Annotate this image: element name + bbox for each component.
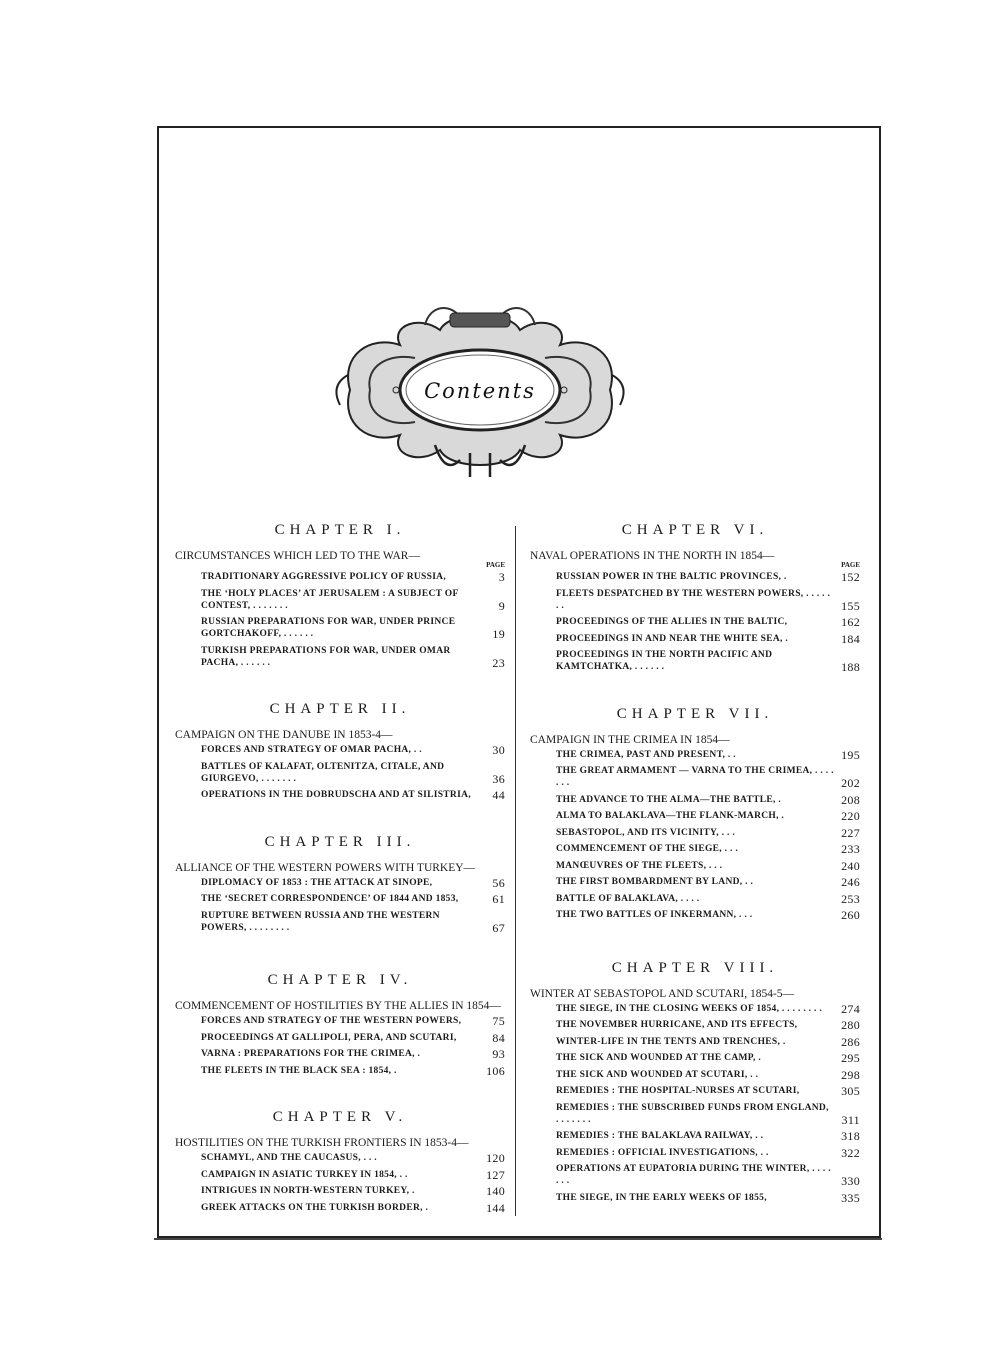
toc-entry-page-number: 208 (841, 792, 860, 807)
toc-entry-page-number: 120 (486, 1151, 505, 1165)
toc-entry[interactable] (530, 571, 860, 583)
toc-entry[interactable] (175, 571, 505, 583)
toc-entry-text: CAMPAIGN IN ASIATIC TURKEY IN 1854, . . (201, 1169, 408, 1180)
toc-entry-text: VARNA : PREPARATIONS FOR THE CRIMEA, . (201, 1049, 421, 1059)
toc-entry-page-number: 36 (492, 771, 505, 786)
toc-entry[interactable] (530, 1130, 860, 1142)
toc-entry[interactable] (530, 1163, 860, 1187)
toc-entry-page-number: 227 (841, 825, 860, 840)
toc-entry[interactable] (530, 860, 860, 872)
toc-entry[interactable] (175, 1015, 505, 1027)
toc-entry[interactable] (530, 794, 860, 806)
toc-entry[interactable] (175, 1202, 505, 1214)
toc-entry-text: SCHAMYL, AND THE CAUCASUS, . . . (201, 1153, 377, 1163)
page-border-bottom-rule (154, 1238, 882, 1240)
chapter-heading: CHAPTER I. (274, 522, 406, 538)
toc-entry[interactable] (530, 616, 860, 628)
toc-entry-page-number: 202 (841, 776, 860, 790)
toc-entry-text: THE FIRST BOMBARDMENT BY LAND, . . (556, 877, 754, 887)
toc-entry-text: THE GREAT ARMAMENT — VARNA TO THE CRIMEA, . . . . . . . (556, 766, 834, 788)
toc-entry-page-number: 298 (841, 1067, 860, 1082)
toc-entry-text: PROCEEDINGS AT GALLIPOLI, PERA, AND SCUTARI, (201, 1032, 457, 1043)
toc-entry[interactable] (175, 744, 505, 756)
toc-entry-page-number: 140 (486, 1184, 505, 1198)
toc-entry-text: MANŒUVRES OF THE FLEETS, . . . (556, 860, 723, 871)
toc-entry-text: THE CRIMEA, PAST AND PRESENT, . . (556, 749, 736, 760)
toc-entry-text: FLEETS DESPATCHED BY THE WESTERN POWERS, . . . . . . . (556, 588, 831, 611)
toc-entry-text: THE SICK AND WOUNDED AT THE CAMP, . (556, 1053, 762, 1063)
contents-cartouche-ornament (330, 295, 630, 480)
chapter-spacer (175, 806, 505, 834)
toc-entry-text: WINTER-LIFE IN THE TENTS AND TRENCHES, . (556, 1036, 786, 1047)
toc-entry-list (530, 749, 860, 922)
column-divider (515, 526, 516, 1216)
toc-entry-page-number: 322 (841, 1145, 860, 1160)
toc-entry-page-number: 295 (841, 1051, 860, 1065)
toc-entry-page-number: 260 (841, 908, 860, 922)
toc-entry[interactable] (175, 1185, 505, 1197)
chapter-spacer (175, 938, 505, 972)
toc-entry-text: THE ‘HOLY PLACES’ AT JERUSALEM : A SUBJECT OF CONTEST, . . . . . . . (201, 588, 459, 611)
chapter-heading: CHAPTER VII. (616, 705, 774, 722)
chapter-heading: CHAPTER IV. (267, 972, 413, 988)
chapter-section (530, 706, 860, 922)
toc-entry[interactable] (175, 1152, 505, 1164)
toc-entry[interactable] (530, 810, 860, 822)
toc-entry-page-number: 61 (492, 892, 505, 906)
toc-entry-text: REMEDIES : THE HOSPITAL-NURSES AT SCUTARI, (556, 1086, 800, 1096)
toc-entry-page-number: 127 (486, 1167, 505, 1182)
chapter-section (530, 522, 860, 673)
toc-entry-page-number: 330 (841, 1174, 860, 1188)
chapter-section (530, 960, 860, 1204)
toc-entry-text: INTRIGUES IN NORTH-WESTERN TURKEY, . (201, 1186, 415, 1196)
toc-entry[interactable] (175, 1048, 505, 1060)
toc-entry-list (175, 571, 505, 669)
chapter-section (175, 701, 505, 801)
toc-entry-page-number: 286 (841, 1034, 860, 1049)
toc-entry-text: THE SIEGE, IN THE CLOSING WEEKS OF 1854, . . . . . . . . (556, 1003, 823, 1014)
toc-entry-list (175, 1152, 505, 1214)
toc-entry[interactable] (175, 893, 505, 905)
toc-entry[interactable] (175, 1032, 505, 1044)
toc-entry-page-number: 220 (841, 809, 860, 823)
toc-entry-page-number: 311 (841, 1112, 860, 1127)
toc-left-column (175, 522, 505, 1218)
toc-entry-list (530, 571, 860, 673)
toc-entry[interactable] (530, 1036, 860, 1048)
toc-entry-page-number: 318 (841, 1129, 860, 1143)
chapter-spacer (175, 673, 505, 701)
toc-entry-text: FORCES AND STRATEGY OF OMAR PACHA, . . (201, 745, 422, 755)
toc-entry-page-number: 233 (841, 842, 860, 856)
chapter-title: CAMPAIGN ON THE DANUBE IN 1853-4— (175, 729, 393, 741)
toc-entry[interactable] (175, 761, 505, 785)
chapter-section (175, 972, 505, 1077)
toc-entry-page-number: 184 (841, 631, 860, 646)
toc-entry-page-number: 305 (841, 1084, 860, 1098)
toc-entry[interactable] (530, 765, 860, 789)
toc-entry[interactable] (530, 1085, 860, 1097)
chapter-section (175, 834, 505, 934)
toc-entry-text: THE SIEGE, IN THE EARLY WEEKS OF 1855, (556, 1192, 767, 1203)
toc-entry-page-number: 3 (498, 570, 505, 584)
chapter-heading: CHAPTER II. (269, 701, 411, 717)
chapter-title: ALLIANCE OF THE WESTERN POWERS WITH TURKEY— (175, 861, 476, 874)
toc-entry[interactable] (530, 1069, 860, 1081)
toc-entry[interactable] (530, 649, 860, 673)
toc-entry[interactable] (530, 827, 860, 839)
page-column-label: PAGE (841, 561, 860, 569)
toc-entry[interactable] (530, 1192, 860, 1204)
toc-entry-page-number: 75 (492, 1014, 505, 1028)
chapter-heading: CHAPTER V. (272, 1109, 408, 1125)
toc-entry-text: GREEK ATTACKS ON THE TURKISH BORDER, . (201, 1202, 429, 1213)
toc-entry[interactable] (530, 749, 860, 761)
toc-entry-page-number: 30 (492, 743, 505, 757)
chapter-section (175, 1109, 505, 1214)
toc-entry-text: REMEDIES : THE SUBSCRIBED FUNDS FROM ENGLAND, . . . . . . . (556, 1102, 829, 1125)
toc-entry-text: RUPTURE BETWEEN RUSSIA AND THE WESTERN POWERS, . . . . . . . . (201, 910, 440, 933)
toc-entry-text: THE ‘SECRET CORRESPONDENCE’ OF 1844 AND 1853, (201, 894, 459, 904)
toc-entry[interactable] (530, 1003, 860, 1015)
page-column-label: PAGE (486, 561, 505, 569)
toc-entry-page-number: 67 (492, 920, 505, 935)
chapter-title: HOSTILITIES ON THE TURKISH FRONTIERS IN 1853-4— (175, 1137, 469, 1149)
toc-entry-page-number: 9 (498, 598, 505, 613)
toc-entry-text: SEBASTOPOL, AND ITS VICINITY, . . . (556, 827, 736, 838)
toc-entry-page-number: 280 (841, 1018, 860, 1032)
toc-entry[interactable] (530, 1019, 860, 1031)
toc-entry-list (175, 1015, 505, 1077)
toc-entry-page-number: 144 (486, 1200, 505, 1215)
toc-right-column (530, 522, 860, 1208)
toc-entry-page-number: 246 (841, 875, 860, 889)
toc-entry-page-number: 152 (841, 570, 860, 584)
toc-entry-page-number: 274 (841, 1001, 860, 1016)
chapter-heading: CHAPTER VIII. (611, 959, 779, 976)
toc-entry-list (530, 1003, 860, 1204)
toc-entry-text: FORCES AND STRATEGY OF THE WESTERN POWERS, (201, 1016, 462, 1026)
toc-entry-list (175, 877, 505, 934)
toc-entry[interactable] (175, 789, 505, 801)
toc-entry-text: THE FLEETS IN THE BLACK SEA : 1854, . (201, 1065, 397, 1076)
toc-entry[interactable] (530, 1052, 860, 1064)
toc-entry-page-number: 188 (841, 660, 860, 674)
contents-title: Contents (424, 379, 536, 403)
toc-entry-text: OPERATIONS AT EUPATORIA DURING THE WINTER, . . . . . . . (556, 1164, 831, 1186)
toc-entry-text: REMEDIES : THE BALAKLAVA RAILWAY, . . (556, 1131, 764, 1141)
chapter-title: CAMPAIGN IN THE CRIMEA IN 1854— (530, 733, 730, 746)
toc-entry[interactable] (530, 1147, 860, 1159)
toc-entry-page-number: 335 (841, 1190, 860, 1205)
chapter-title: COMMENCEMENT OF HOSTILITIES BY THE ALLIES IN 1854— (175, 1000, 501, 1012)
chapter-heading: CHAPTER III. (264, 833, 416, 850)
toc-entry-page-number: 155 (841, 598, 860, 613)
toc-entry-page-number: 240 (841, 858, 860, 873)
toc-entry-page-number: 84 (492, 1030, 505, 1045)
chapter-title: NAVAL OPERATIONS IN THE NORTH IN 1854— (530, 550, 775, 562)
toc-entry[interactable] (175, 645, 505, 669)
toc-entry-text: ALMA TO BALAKLAVA—THE FLANK-MARCH, . (556, 811, 785, 821)
toc-entry[interactable] (175, 877, 505, 889)
toc-entry-page-number: 106 (486, 1063, 505, 1078)
toc-entry-text: DIPLOMACY OF 1853 : THE ATTACK AT SINOPE, (201, 877, 433, 888)
toc-entry[interactable] (530, 876, 860, 888)
toc-entry[interactable] (175, 1065, 505, 1077)
chapter-title: CIRCUMSTANCES WHICH LED TO THE WAR— (175, 550, 420, 562)
chapter-spacer (530, 678, 860, 706)
toc-entry-text: THE ADVANCE TO THE ALMA—THE BATTLE, . (556, 794, 782, 805)
toc-entry-list (175, 744, 505, 801)
toc-entry[interactable] (175, 616, 505, 640)
toc-entry-text: THE TWO BATTLES OF INKERMANN, . . . (556, 910, 753, 920)
toc-entry-page-number: 44 (492, 788, 505, 802)
toc-entry-text: PROCEEDINGS IN AND NEAR THE WHITE SEA, . (556, 633, 789, 644)
toc-entry-text: COMMENCEMENT OF THE SIEGE, . . . (556, 844, 739, 854)
toc-entry-page-number: 23 (492, 655, 505, 670)
toc-entry[interactable] (530, 1102, 860, 1126)
toc-entry-text: TURKISH PREPARATIONS FOR WAR, UNDER OMAR PACHA, . . . . . . (201, 645, 451, 668)
toc-entry-text: PROCEEDINGS IN THE NORTH PACIFIC AND KAMTCHATKA, . . . . . . (556, 650, 773, 672)
toc-entry-text: OPERATIONS IN THE DOBRUDSCHA AND AT SILISTRIA, (201, 790, 471, 800)
toc-entry-text: RUSSIAN POWER IN THE BALTIC PROVINCES, . (556, 572, 787, 582)
chapter-title: WINTER AT SEBASTOPOL AND SCUTARI, 1854-5— (530, 987, 795, 1000)
toc-entry-page-number: 93 (492, 1047, 505, 1061)
toc-entry[interactable] (530, 909, 860, 921)
toc-entry-page-number: 195 (841, 747, 860, 762)
toc-entry-page-number: 162 (841, 615, 860, 629)
toc-entry-text: REMEDIES : OFFICIAL INVESTIGATIONS, . . (556, 1147, 769, 1158)
toc-entry-text: THE SICK AND WOUNDED AT SCUTARI, . . (556, 1069, 759, 1080)
chapter-heading: CHAPTER VI. (621, 522, 769, 538)
toc-entry-text: BATTLE OF BALAKLAVA, . . . . (556, 893, 700, 904)
chapter-spacer (175, 1081, 505, 1109)
toc-entry[interactable] (175, 588, 505, 612)
toc-entry-page-number: 253 (841, 891, 860, 906)
toc-entry[interactable] (530, 633, 860, 645)
toc-entry-text: BATTLES OF KALAFAT, OLTENITZA, CITALE, AND GIURGEVO, . . . . . . . (201, 761, 445, 784)
chapter-spacer (530, 926, 860, 960)
toc-entry-page-number: 56 (492, 875, 505, 890)
toc-entry[interactable] (530, 893, 860, 905)
chapter-section (175, 522, 505, 669)
toc-entry-text: PROCEEDINGS OF THE ALLIES IN THE BALTIC, (556, 617, 788, 627)
toc-entry-text: RUSSIAN PREPARATIONS FOR WAR, UNDER PRINCE GORTCHAKOFF, . . . . . . (201, 617, 456, 639)
toc-entry[interactable] (530, 588, 860, 612)
toc-entry-text: TRADITIONARY AGGRESSIVE POLICY OF RUSSIA, (201, 572, 447, 582)
toc-entry[interactable] (530, 843, 860, 855)
toc-entry-text: THE NOVEMBER HURRICANE, AND ITS EFFECTS, (556, 1020, 798, 1030)
toc-entry[interactable] (175, 1169, 505, 1181)
toc-entry-page-number: 19 (492, 627, 505, 641)
toc-entry[interactable] (175, 910, 505, 934)
